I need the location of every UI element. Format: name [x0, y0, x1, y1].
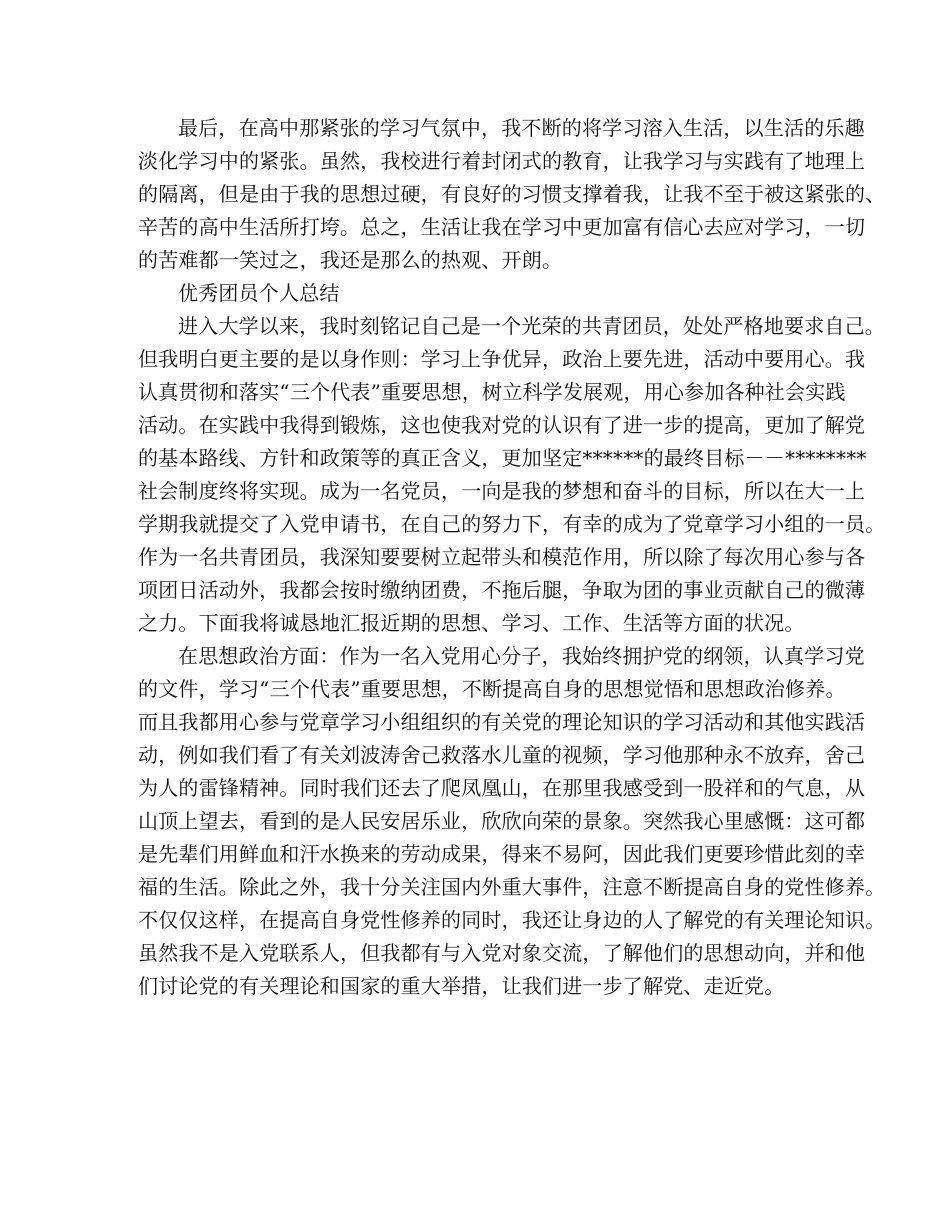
text-line: 作为一名共青团员，我深知要要树立起带头和模范作用，所以除了每次用心参与各	[138, 545, 866, 569]
text-line: 进入大学以来，我时刻铭记自己是一个光荣的共青团员，处处严格地要求自己。	[178, 314, 885, 338]
text-line: 虽然我不是入党联系人，但我都有与入党对象交流，了解他们的思想动向，并和他	[138, 941, 866, 965]
text-line: 们讨论党的有关理论和国家的重大举措，让我们进一步了解党、走近党。	[138, 974, 785, 998]
document-body	[138, 112, 886, 1003]
text-line: 辛苦的高中生活所打垮。总之，生活让我在学习中更加富有信心去应对学习，一切	[138, 215, 866, 239]
text-line: 动，例如我们看了有关刘波涛舍己救落水儿童的视频，学习他那种永不放弃，舍己	[138, 743, 866, 767]
text-line: 活动。在实践中我得到锻炼，这也使我对党的认识有了进一步的提高，更加了解党	[138, 413, 866, 437]
text-line: 项团日活动外，我都会按时缴纳团费，不拖后腿，争取为团的事业贡献自己的微薄	[138, 578, 866, 602]
text-line: 在思想政治方面：作为一名入党用心分子，我始终拥护党的纲领，认真学习党	[178, 644, 865, 668]
text-line: 不仅仅这样，在提高自身党性修养的同时，我还让身边的人了解党的有关理论知识。	[138, 908, 886, 932]
text-line: 为人的雷锋精神。同时我们还去了爬凤凰山，在那里我感受到一股祥和的气息，从	[138, 776, 866, 800]
text-line: 认真贯彻和落实“三个代表”重要思想，树立科学发展观，用心参加各种社会实践	[138, 380, 846, 404]
text-line: 而且我都用心参与党章学习小组组织的有关党的理论知识的学习活动和其他实践活	[138, 710, 866, 734]
text-line: 是先辈们用鲜血和汗水换来的劳动成果，得来不易阿，因此我们更要珍惜此刻的幸	[138, 842, 866, 866]
text-line: 福的生活。除此之外，我十分关注国内外重大事件，注意不断提高自身的党性修养。	[138, 875, 886, 899]
text-line: 最后，在高中那紧张的学习气氛中，我不断的将学习溶入生活，以生活的乐趣	[178, 116, 865, 140]
text-line: 社会制度终将实现。成为一名党员，一向是我的梦想和奋斗的目标，所以在大一上	[138, 479, 866, 503]
text-line: 的苦难都一笑过之，我还是那么的热观、开朗。	[138, 248, 563, 272]
text-line: 学期我就提交了入党申请书，在自己的努力下，有幸的成为了党章学习小组的一员。	[138, 512, 886, 536]
text-line: 的基本路线、方针和政策等的真正含义，更加坚定******的最终目标－－********	[138, 446, 867, 470]
text-line: 的文件，学习“三个代表”重要思想，不断提高自身的思想觉悟和思想政治修养。	[138, 677, 846, 701]
text-line: 但我明白更主要的是以身作则：学习上争优异，政治上要先进，活动中要用心。我	[138, 347, 866, 371]
text-line: 山顶上望去，看到的是人民安居乐业，欣欣向荣的景象。突然我心里感慨：这可都	[138, 809, 866, 833]
text-line: 优秀团员个人总结	[178, 281, 340, 305]
text-line: 之力。下面我将诚恳地汇报近期的思想、学习、工作、生活等方面的状况。	[138, 611, 805, 635]
text-line: 淡化学习中的紧张。虽然，我校进行着封闭式的教育，让我学习与实践有了地理上	[138, 149, 866, 173]
text-line: 的隔离，但是由于我的思想过硬，有良好的习惯支撑着我，让我不至于被这紧张的、	[138, 182, 886, 206]
